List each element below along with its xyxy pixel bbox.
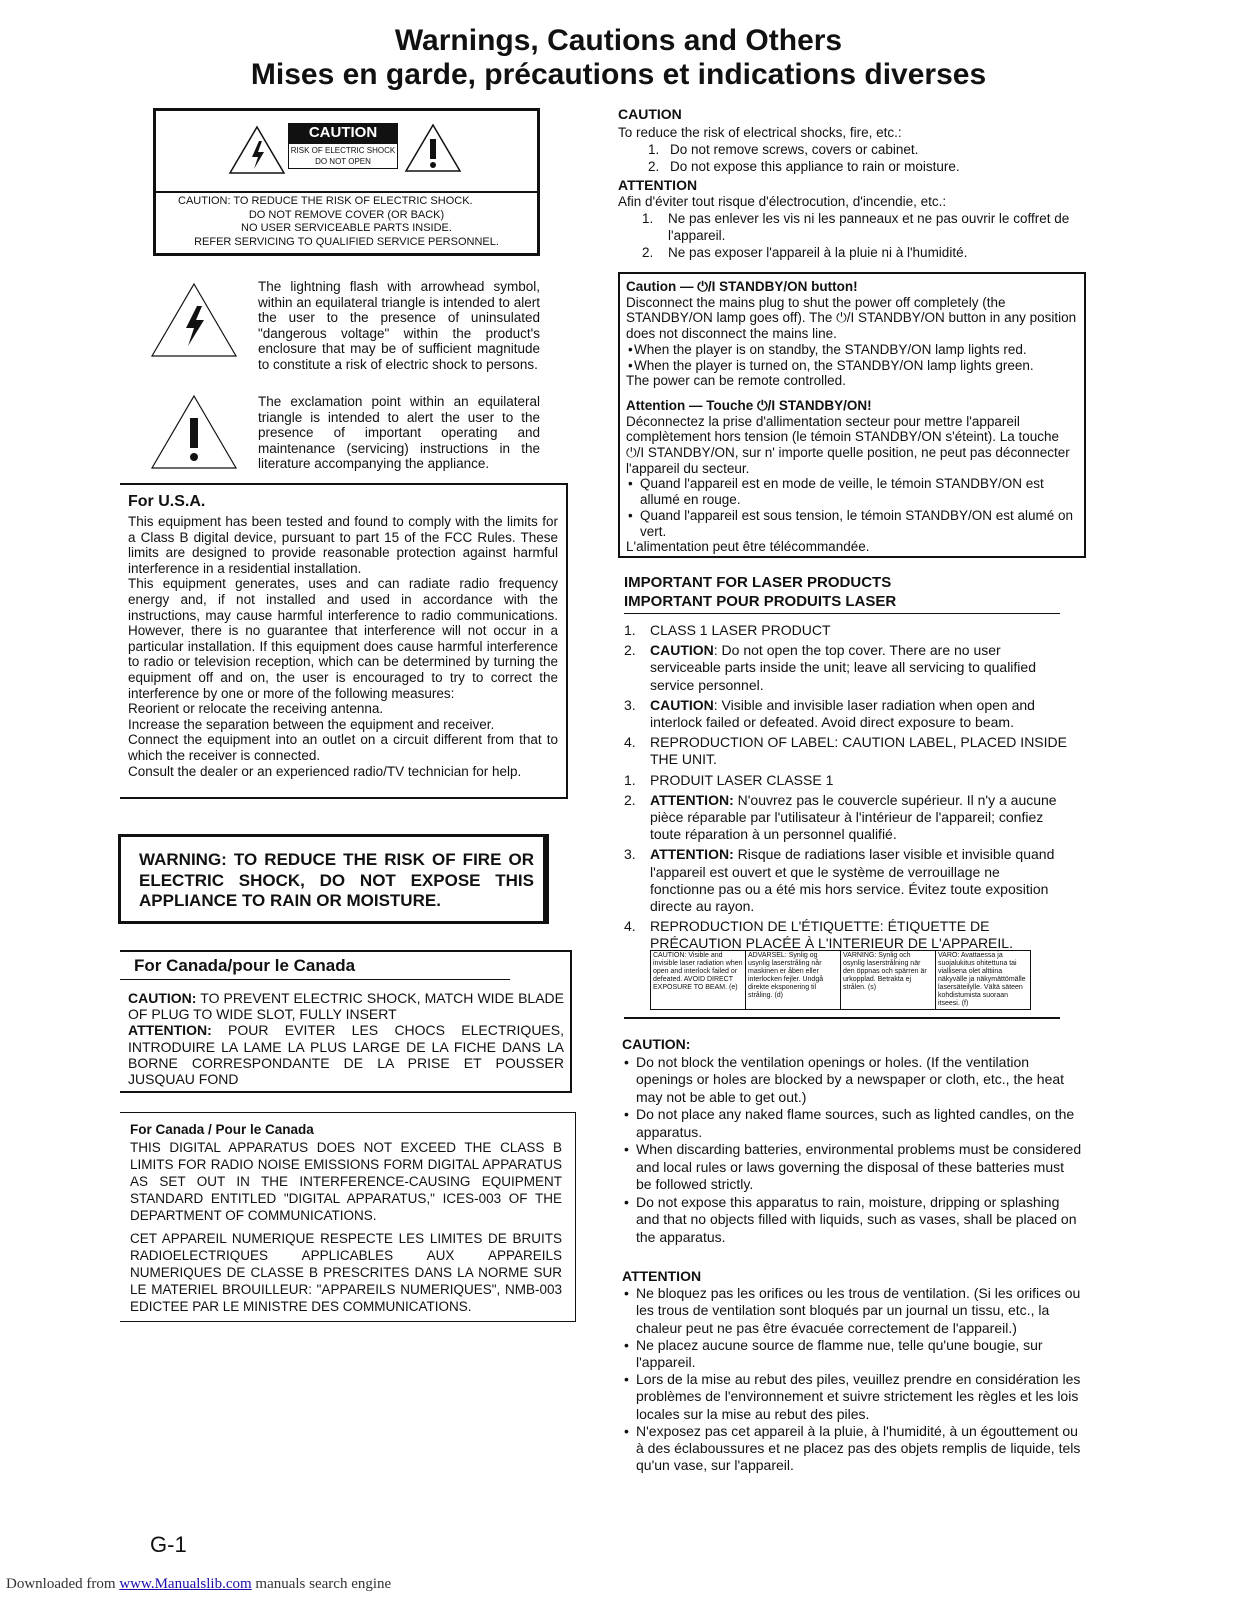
download-footer-suffix: manuals search engine bbox=[251, 1576, 392, 1592]
canada-plug-heading: For Canada/pour le Canada bbox=[134, 956, 356, 975]
usa-paragraph: Increase the separation between the equipment and receiver. bbox=[128, 716, 495, 732]
laser-heading-en: IMPORTANT FOR LASER PRODUCTS bbox=[624, 574, 892, 591]
lightning-symbol-icon bbox=[150, 282, 238, 358]
caution-label-line: CAUTION: TO REDUCE THE RISK OF ELECTRIC SHOCK. bbox=[178, 195, 473, 207]
caution-bottom-item: • Do not place any naked flame sources, such as lighted candles, on the apparatus. bbox=[622, 1106, 1082, 1141]
caution-label-sub2: DO NOT OPEN bbox=[315, 157, 371, 166]
laser-label-cell: ADVARSEL: Synlig og usynlig laserstråling når maskinen er åben eller interlocken fejler. Undgå direkte eksponering til stråling. (d) bbox=[746, 951, 841, 1010]
right-caution-item: Do not expose this appliance to rain or moisture. bbox=[670, 158, 960, 174]
page-subtitle: Mises en garde, précautions et indications diverses bbox=[250, 58, 987, 91]
usa-paragraph: Connect the equipment into an outlet on a circuit different from that to which the receiver is connected. bbox=[128, 732, 558, 763]
laser-label-cell: VARNING: Synlig och osynlig laserstrålning när den öppnas och spärren är urkopplad. Betrakta ej strålen. (s) bbox=[841, 951, 936, 1010]
laser-item: REPRODUCTION OF LABEL: CAUTION LABEL, PLACED INSIDE THE UNIT. bbox=[650, 734, 1067, 768]
laser-heading-fr: IMPORTANT POUR PRODUITS LASER bbox=[624, 593, 897, 610]
caution-label-line: DO NOT REMOVE COVER (OR BACK) bbox=[248, 208, 445, 221]
right-attention-item: Ne pas exposer l'appareil à la pluie ni à l'humidité. bbox=[668, 245, 968, 261]
attention-bottom-heading: ATTENTION bbox=[622, 1268, 702, 1284]
page-number: G-1 bbox=[150, 1532, 187, 1557]
usa-section bbox=[120, 483, 568, 799]
laser-divider bbox=[624, 1017, 1060, 1019]
attention-bottom-item: • Ne bloquez pas les orifices ou les trous de ventilation. (Si les orifices ou les trous de ventilation sont bloqués par un journal un tissu, etc., la chaleur peut ne pas être évacuée correctement de l'appareil.) bbox=[622, 1285, 1082, 1337]
standby-en-bullet: • When the player is turned on, the STANDBY/ON lamp lights green. bbox=[626, 358, 1078, 374]
caution-label-box bbox=[153, 108, 540, 256]
caution-label-line: REFER SERVICING TO QUALIFIED SERVICE PERSONNEL. bbox=[194, 235, 499, 248]
caution-bottom-section bbox=[622, 1036, 1082, 1246]
caution-label-sub1: RISK OF ELECTRIC SHOCK bbox=[290, 146, 396, 155]
download-footer-prefix: Downloaded from bbox=[6, 1576, 116, 1592]
laser-item: Risque de radiations laser visible et invisible quand l'appareil est ouvert et que le système de verrouillage ne fonctionne pas ou a été mis hors service. Évitez toute exposition directe au rayon. bbox=[650, 846, 1055, 915]
standby-en-tail: The power can be remote controlled. bbox=[626, 373, 846, 389]
exclamation-triangle-icon bbox=[404, 123, 462, 173]
laser-heading-block bbox=[624, 573, 1060, 614]
laser-list: 1. CLASS 1 LASER PRODUCT 2. CAUTION: Do not open the top cover. There are no user serviceable parts inside the unit; leave all servicing to qualified service personnel. 3. CAUTION: Visible and invisible laser radiation when open and interlock failed or defeated. Avoid direct exposure to beam. 4. REPRODUCTION OF LABEL: CAUTION LABEL, PLACED INSIDE THE UNIT. 1. PRODUIT LASER CLASSE 1 2. ATTENTION: N'ouvrez pas le couvercle supérieur. Il n'y a aucune pièce réparable par l'utilisateur à l'intérieur de l'appareil; confiez toute réparation à un personnel qualifié. 3. ATTENTION: Risque de radiations laser visible et invisible quand l'appareil est ouvert et que le système de verrouillage ne fonctionne pas ou a été mis hors service. Évitez toute exposition directe au rayon. 4. REPRODUCTION DE L'ÉTIQUETTE: ÉTIQUETTE DE PRÉCAUTION PLACÉE À L'INTERIEUR DE L'APPAREIL. bbox=[624, 622, 1067, 952]
canada-caution-text: TO PREVENT ELECTRIC SHOCK, MATCH WIDE BLADE OF PLUG TO WIDE SLOT, FULLY INSERT bbox=[128, 990, 564, 1023]
usa-paragraph: This equipment generates, uses and can radiate radio frequency energy and, if not installed and used in accordance with the instructions, may cause harmful interference to radio communications. However, there is no guarantee that interference will not occur in a particular installation. If this equipment does cause harmful interference to radio or television reception, which can be determined by turning the equipment off and on, the user is encouraged to try to correct the interference by one or more of the following measures: bbox=[128, 576, 558, 701]
standby-en-bullet: • When the player is on standby, the STANDBY/ON lamp lights red. bbox=[626, 342, 1078, 358]
laser-label-table bbox=[650, 950, 1031, 1010]
attention-bottom-section bbox=[622, 1268, 1082, 1474]
laser-item: REPRODUCTION DE L'ÉTIQUETTE: ÉTIQUETTE DE PRÉCAUTION PLACÉE À L'INTERIEUR DE L'APPAREIL. bbox=[650, 918, 1013, 952]
usa-heading: For U.S.A. bbox=[128, 493, 206, 510]
right-caution-heading: CAUTION bbox=[618, 106, 682, 122]
canada-plug-section bbox=[120, 950, 572, 1093]
canada-attention-text: POUR EVITER LES CHOCS ELECTRIQUES, INTRODUIRE LA LAME LA PLUS LARGE DE LA FICHE DANS LA BORNE CORRESPONDANTE DE LA PRISE ET POUSSER JUSQUAU FOND bbox=[128, 1022, 564, 1088]
canada-digital-fr: CET APPAREIL NUMERIQUE RESPECTE LES LIMITES DE BRUITS RADIOELECTRIQUES APPLICABLES AUX APPAREILS NUMERIQUES DE CLASSE B PRESCRITES DANS LA NORME SUR LE MATERIEL BROUILLEUR: "APPAREILS NUMERIQUES", NMB-003 EDICTEE PAR LE MINISTRE DES COMMUNICATIONS. bbox=[130, 1231, 562, 1314]
right-caution-item: Do not remove screws, covers or cabinet. bbox=[670, 141, 919, 157]
standby-fr-tail: L'alimentation peut être télécommandée. bbox=[626, 539, 870, 555]
caution-label-center bbox=[288, 123, 398, 169]
right-attention-intro: Afin d'éviter tout risque d'électrocution, d'incendie, etc.: bbox=[618, 194, 947, 210]
warning-box bbox=[118, 834, 549, 924]
exclamation-symbol-icon bbox=[150, 394, 238, 470]
standby-fr-bullet: • Quand l'appareil est sous tension, le témoin STANDBY/ON est alumé on vert. bbox=[626, 508, 1078, 539]
standby-fr-text: Déconnectez la prise d'allimentation secteur pour mettre l'appareil complètement hors tension (le témoin STANDBY/ON s'éteint). La touche ⏻/I STANDBY/ON, sur n' importe quelle position, ne peut pas déconnecter l'appareil du secteur. bbox=[626, 413, 1070, 476]
standby-en-heading: Caution — ⏻/I STANDBY/ON button! bbox=[626, 279, 858, 294]
usa-paragraph: Reorient or relocate the receiving antenna. bbox=[128, 701, 384, 717]
right-attention-item: Ne pas enlever les vis ni les panneaux et ne pas ouvrir le coffret de l'appareil. bbox=[668, 211, 1070, 244]
laser-item: PRODUIT LASER CLASSE 1 bbox=[650, 771, 834, 788]
caution-label-line: NO USER SERVICEABLE PARTS INSIDE. bbox=[241, 222, 452, 234]
right-caution-intro: To reduce the risk of electrical shocks, fire, etc.: bbox=[618, 124, 902, 140]
laser-item: CLASS 1 LASER PRODUCT bbox=[650, 622, 831, 638]
caution-bottom-item: • Do not expose this apparatus to rain, moisture, dripping or splashing and that no objects filled with liquids, such as vases, shall be placed on the apparatus. bbox=[622, 1194, 1082, 1247]
exclamation-symbol-text: The exclamation point within an equilateral triangle is intended to alert the user to the presence of important operating and maintenance (servicing) instructions in the literature accompanying the appliance. bbox=[258, 394, 540, 472]
download-footer bbox=[6, 1576, 391, 1593]
usa-paragraph: Consult the dealer or an experienced radio/TV technician for help. bbox=[128, 763, 522, 779]
page-title: Warnings, Cautions and Others bbox=[394, 24, 843, 57]
attention-bottom-item: • N'exposez pas cet appareil à la pluie, à l'humidité, à un égouttement ou à des éclaboussures et ne placez pas des objets remplis de liquide, tels qu'un vase, sur l'appareil. bbox=[622, 1423, 1082, 1475]
laser-item: : Do not open the top cover. There are no user serviceable parts inside the unit; leave all servicing to qualified service personnel. bbox=[650, 642, 1036, 693]
standby-fr-bullet: • Quand l'appareil est en mode de veille, le témoin STANDBY/ON est allumé en rouge. bbox=[626, 476, 1078, 507]
canada-digital-section bbox=[120, 1112, 576, 1322]
caution-bottom-heading: CAUTION: bbox=[622, 1036, 691, 1052]
standby-box bbox=[618, 272, 1086, 558]
canada-attention-label: ATTENTION: bbox=[128, 1022, 212, 1039]
right-caution-section: CAUTION To reduce the risk of electrical shocks, fire, etc.: 1. Do not remove screws, covers or cabinet. 2. Do not expose this appliance to rain or moisture. ATTENTION Afin d'éviter tout risque d'électrocution, d'incendie, etc.: 1. Ne pas enlever les vis ni les panneaux et ne pas ouvrir le coffret de l'appareil. 2. Ne pas exposer l'appareil à la pluie ni à l'humidité. bbox=[618, 107, 1088, 261]
canada-digital-en: THIS DIGITAL APPARATUS DOES NOT EXCEED THE CLASS B LIMITS FOR RADIO NOISE EMISSIONS FORM DIGITAL APPARATUS AS SET OUT IN THE INTERFERENCE-CAUSING EQUIPMENT STANDARD ENTITLED "DIGITAL APPARATUS," ICES-003 OF THE DEPARTMENT OF COMMUNICATIONS. bbox=[130, 1140, 562, 1223]
lightning-symbol-text: The lightning flash with arrowhead symbol, within an equilateral triangle is intended to alert the user to the presence of uninsulated "dangerous voltage" within the product's enclosure that may be of sufficient magnitude to constitute a risk of electric shock to persons. bbox=[258, 279, 540, 372]
usa-paragraph: This equipment has been tested and found to comply with the limits for a Class B digital device, pursuant to part 15 of the FCC Rules. These limits are designed to provide reasonable protection against harmful interference in a residential installation. bbox=[128, 514, 558, 576]
canada-caution-label: CAUTION: bbox=[128, 990, 197, 1006]
warning-text: WARNING: TO REDUCE THE RISK OF FIRE OR ELECTRIC SHOCK, DO NOT EXPOSE THIS APPLIANCE TO RAIN OR MOISTURE. bbox=[139, 850, 534, 910]
laser-label-cell: CAUTION: Visible and invisible laser radiation when open and interlock failed or defeated. AVOID DIRECT EXPOSURE TO BEAM. (e) bbox=[651, 951, 746, 1010]
laser-label-cell: VARO: Avattaessa ja suojalukitus ohitettuna tai viallisena olet alttiina näkyvälle ja näkymättömälle lasersäteilylle. Vältä säteen kohdistumista suoraan itseesi. (f) bbox=[936, 951, 1031, 1010]
lightning-triangle-icon bbox=[228, 125, 286, 175]
caution-bottom-item: • Do not block the ventilation openings or holes. (If the ventilation openings or holes are blocked by a newspaper or cloth, etc., the heat may not be able to get out.) bbox=[622, 1054, 1082, 1107]
canada-digital-heading: For Canada / Pour le Canada bbox=[130, 1122, 314, 1137]
manualslib-link[interactable]: www.Manualslib.com bbox=[119, 1576, 252, 1592]
attention-bottom-item: • Lors de la mise au rebut des piles, veuillez prendre en considération les problèmes de l'environnement et suivre strictement les règles et les lois locales sur la mise au rebut des piles. bbox=[622, 1371, 1082, 1423]
right-attention-heading: ATTENTION bbox=[618, 176, 698, 193]
laser-item: N'ouvrez pas le couvercle supérieur. Il n'y a aucune pièce réparable par l'utilisateur à l'intérieur de l'appareil; confiez toute réparation à un personnel qualifié. bbox=[650, 791, 1057, 843]
standby-en-text: Disconnect the mains plug to shut the power off completely (the STANDBY/ON lamp goes off). The ⏻/I STANDBY/ON button in any position does not disconnect the mains line. bbox=[626, 294, 1077, 342]
caution-label-heading: CAUTION bbox=[288, 123, 398, 143]
standby-fr-heading: Attention — Touche ⏻/I STANDBY/ON! bbox=[626, 397, 872, 413]
laser-item: : Visible and invisible laser radiation when open and interlock failed or defeated. Avoid direct exposure to beam. bbox=[650, 696, 1035, 731]
caution-bottom-item: • When discarding batteries, environmental problems must be considered and local rules or laws governing the disposal of these batteries must be followed strictly. bbox=[622, 1141, 1082, 1194]
attention-bottom-item: • Ne placez aucune source de flamme nue, telle qu'une bougie, sur l'appareil. bbox=[622, 1337, 1082, 1371]
